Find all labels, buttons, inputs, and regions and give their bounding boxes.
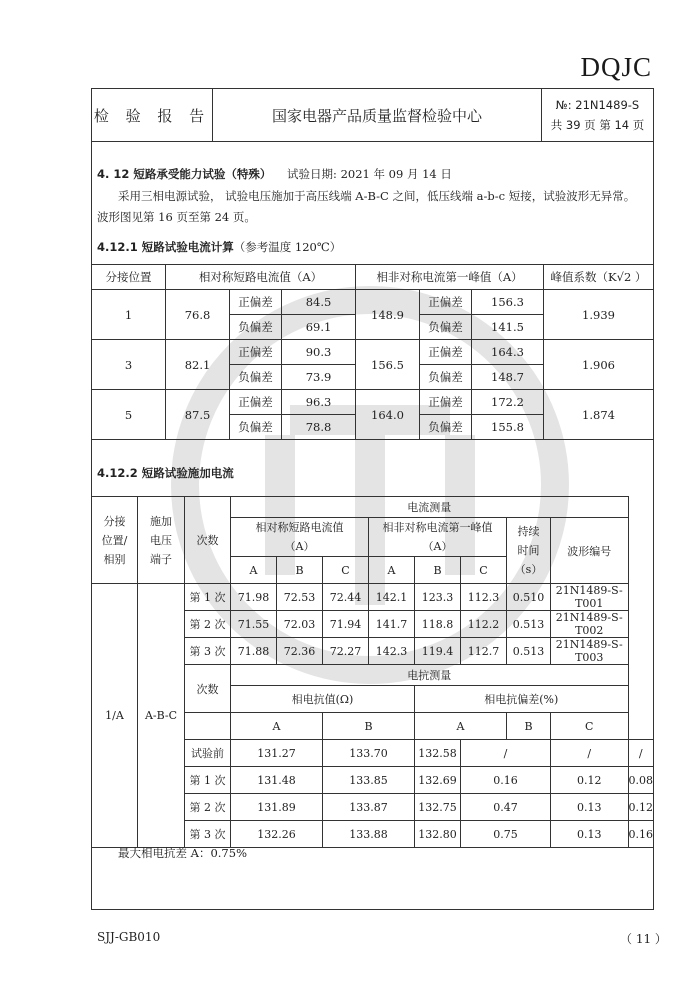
dev-c: 0.12 — [628, 794, 654, 821]
th-a: A — [369, 557, 415, 584]
imp-b: 133.70 — [323, 740, 415, 767]
run-sa: 71.55 — [231, 611, 277, 638]
run-pb: 123.3 — [415, 584, 461, 611]
neg-label: 负偏差 — [230, 315, 282, 340]
run-sa: 71.98 — [231, 584, 277, 611]
th-phase-dev: 相电抗偏差(%) — [415, 686, 629, 713]
row2-asym-pos: 164.3 — [472, 340, 544, 365]
row2-asym-neg: 148.7 — [472, 365, 544, 390]
dev-a: 0.16 — [461, 767, 551, 794]
th-dev-b: B — [507, 713, 551, 740]
dev-b: / — [551, 740, 629, 767]
center-name: 国家电器产品质量监督检验中心 — [213, 89, 542, 142]
applied-title: 4.12.2 短路试验施加电流 — [97, 466, 234, 480]
run-sb: 72.03 — [277, 611, 323, 638]
run-pc: 112.3 — [461, 584, 507, 611]
row3-asym-pos: 172.2 — [472, 390, 544, 415]
section-title: 4. 12 短路承受能力试验（特殊） — [97, 167, 272, 181]
th-imp-b: B — [323, 713, 415, 740]
max-deviation-note: 最大相电抗差 A：0.75% — [118, 846, 247, 860]
th-current: 电流测量 — [231, 497, 629, 518]
row3-k: 1.874 — [544, 390, 654, 440]
dev-c: 0.16 — [628, 821, 654, 848]
row1-asym: 148.9 — [356, 290, 420, 340]
run-wave: 21N1489-S-T001 — [551, 584, 629, 611]
row1-sym: 76.8 — [166, 290, 230, 340]
imp-count: 第 3 次 — [185, 821, 231, 848]
report-number: №: 21N1489-S — [555, 98, 640, 112]
th-terminal — [138, 497, 185, 584]
th-wave: 波形编号 — [551, 518, 629, 584]
run-t: 0.513 — [507, 638, 551, 665]
section-para-2: 波形图见第 16 页至第 24 页。 — [97, 210, 256, 224]
run-sc: 72.44 — [323, 584, 369, 611]
th-dur-line: （s） — [514, 563, 543, 576]
run-t: 0.510 — [507, 584, 551, 611]
row1-asym-pos: 156.3 — [472, 290, 544, 315]
section-heading — [97, 164, 452, 185]
neg-label: 负偏差 — [420, 365, 472, 390]
imp-count: 第 2 次 — [185, 794, 231, 821]
imp-b: 133.88 — [323, 821, 415, 848]
report-title: 检 验 报 告 — [92, 89, 213, 142]
dev-c: / — [628, 740, 654, 767]
th-impedance: 电抗测量 — [231, 665, 629, 686]
imp-a: 131.48 — [231, 767, 323, 794]
test-date: 试验日期: 2021 年 09 月 14 日 — [287, 167, 452, 181]
row1-sym-pos: 84.5 — [282, 290, 356, 315]
th-asym-line: （A） — [422, 540, 453, 553]
row2-sym-neg: 73.9 — [282, 365, 356, 390]
row3-sym: 87.5 — [166, 390, 230, 440]
th-b: B — [415, 557, 461, 584]
imp-c: 132.58 — [415, 740, 461, 767]
imp-a: 132.26 — [231, 821, 323, 848]
th-count: 次数 — [185, 497, 231, 584]
th-asym-current — [369, 518, 507, 557]
th-asym: 相非对称电流第一峰值（A） — [356, 265, 544, 290]
terminal-value: A-B-C — [138, 584, 185, 848]
th-sym: 相对称短路电流值（A） — [166, 265, 356, 290]
report-number-cell — [542, 89, 654, 142]
pos-label: 正偏差 — [420, 290, 472, 315]
th-imp-a: A — [231, 713, 323, 740]
run-pa: 142.1 — [369, 584, 415, 611]
imp-a: 131.27 — [231, 740, 323, 767]
report-header — [91, 88, 654, 142]
row3-asym-neg: 155.8 — [472, 415, 544, 440]
imp-a: 131.89 — [231, 794, 323, 821]
th-dev-c: C — [551, 713, 629, 740]
row1-k: 1.939 — [544, 290, 654, 340]
th-c: C — [323, 557, 369, 584]
th-tap-phase — [92, 497, 138, 584]
footer-code: SJJ-GB010 — [97, 930, 161, 944]
row1-tap: 1 — [92, 290, 166, 340]
dev-b: 0.13 — [551, 794, 629, 821]
run-pb: 118.8 — [415, 611, 461, 638]
neg-label: 负偏差 — [420, 415, 472, 440]
calc-title: 4.12.1 短路试验电流计算 — [97, 240, 234, 254]
dev-b: 0.13 — [551, 821, 629, 848]
row2-tap: 3 — [92, 340, 166, 390]
imp-count: 试验前 — [185, 740, 231, 767]
neg-label: 负偏差 — [420, 315, 472, 340]
run-wave: 21N1489-S-T002 — [551, 611, 629, 638]
imp-c: 132.69 — [415, 767, 461, 794]
tap-value: 1/A — [92, 584, 138, 848]
footer-page: （ 11 ） — [620, 932, 667, 946]
run-pb: 119.4 — [415, 638, 461, 665]
dev-b: 0.12 — [551, 767, 629, 794]
th-sym-line: （A） — [284, 540, 315, 553]
th-dur-line: 时间 — [517, 544, 540, 557]
pos-label: 正偏差 — [230, 290, 282, 315]
brand-mark: DQJC — [580, 52, 652, 82]
run-sb: 72.53 — [277, 584, 323, 611]
applied-heading — [97, 463, 234, 484]
imp-c: 132.75 — [415, 794, 461, 821]
th-a: A — [231, 557, 277, 584]
th-phase-imp: 相电抗值(Ω) — [231, 686, 415, 713]
pos-label: 正偏差 — [230, 340, 282, 365]
row3-asym: 164.0 — [356, 390, 420, 440]
th-sym-line: 相对称短路电流值 — [255, 521, 344, 534]
imp-b: 133.87 — [323, 794, 415, 821]
th-c: C — [461, 557, 507, 584]
th-asym-line: 相非对称电流第一峰值 — [382, 521, 493, 534]
page-count: 共 39 页 第 14 页 — [550, 118, 645, 132]
dev-a: 0.75 — [461, 821, 551, 848]
imp-count: 第 1 次 — [185, 767, 231, 794]
run-count: 第 3 次 — [185, 638, 231, 665]
run-sc: 71.94 — [323, 611, 369, 638]
applied-table — [91, 496, 654, 848]
run-sa: 71.88 — [231, 638, 277, 665]
row3-sym-pos: 96.3 — [282, 390, 356, 415]
neg-label: 负偏差 — [230, 365, 282, 390]
th-tap-line: 分接 — [103, 514, 126, 528]
calc-table — [91, 264, 654, 440]
th-term-line: 端子 — [150, 552, 172, 566]
row2-k: 1.906 — [544, 340, 654, 390]
row2-sym: 82.1 — [166, 340, 230, 390]
neg-label: 负偏差 — [230, 415, 282, 440]
dev-a: / — [461, 740, 551, 767]
th-peak: 峰值系数（K√2 ） — [544, 265, 654, 290]
th-imp-count: 次数 — [185, 665, 231, 713]
pos-label: 正偏差 — [420, 390, 472, 415]
run-sc: 72.27 — [323, 638, 369, 665]
dev-a: 0.47 — [461, 794, 551, 821]
th-duration — [507, 518, 551, 584]
run-pc: 112.7 — [461, 638, 507, 665]
imp-c: 132.80 — [415, 821, 461, 848]
calc-ref: （参考温度 120℃） — [233, 240, 342, 254]
th-dev-a: A — [415, 713, 507, 740]
run-count: 第 1 次 — [185, 584, 231, 611]
pos-label: 正偏差 — [420, 340, 472, 365]
th-b: B — [277, 557, 323, 584]
row2-sym-pos: 90.3 — [282, 340, 356, 365]
imp-head-spacer — [185, 713, 231, 740]
th-term-line: 施加 — [150, 514, 172, 528]
th-dur-line: 持续 — [517, 525, 540, 538]
run-sb: 72.36 — [277, 638, 323, 665]
th-tap-line: 位置/ — [101, 533, 128, 547]
section-para-1: 采用三相电源试验， 试验电压施加于高压线端 A-B-C 之间，低压线端 a-b-c 短接，试验波形无异常。 — [118, 189, 636, 203]
row1-sym-neg: 69.1 — [282, 315, 356, 340]
th-term-line: 电压 — [150, 533, 172, 547]
row3-tap: 5 — [92, 390, 166, 440]
row2-asym: 156.5 — [356, 340, 420, 390]
th-tap: 分接位置 — [92, 265, 166, 290]
run-pa: 142.3 — [369, 638, 415, 665]
run-t: 0.513 — [507, 611, 551, 638]
run-wave: 21N1489-S-T003 — [551, 638, 629, 665]
row1-asym-neg: 141.5 — [472, 315, 544, 340]
th-tap-line: 相别 — [103, 552, 126, 566]
th-sym-current — [231, 518, 369, 557]
run-pc: 112.2 — [461, 611, 507, 638]
dev-c: 0.08 — [628, 767, 654, 794]
calc-heading — [97, 237, 341, 258]
run-pa: 141.7 — [369, 611, 415, 638]
imp-b: 133.85 — [323, 767, 415, 794]
row3-sym-neg: 78.8 — [282, 415, 356, 440]
run-count: 第 2 次 — [185, 611, 231, 638]
pos-label: 正偏差 — [230, 390, 282, 415]
